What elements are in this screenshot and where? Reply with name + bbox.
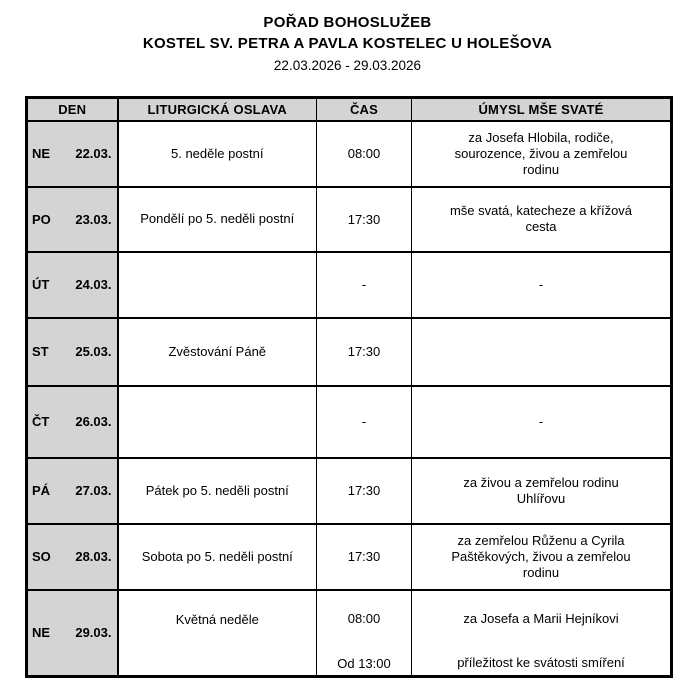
celebration-cell: Květná neděle xyxy=(118,590,317,677)
table-row xyxy=(27,386,672,458)
table-row xyxy=(27,252,672,318)
day-date: 27.03. xyxy=(75,483,112,498)
church-name: KOSTEL SV. PETRA A PAVLA KOSTELEC U HOLEŠOVA xyxy=(142,35,553,52)
intention-line: za živou a zemřelou rodinu xyxy=(463,474,619,490)
time-cell: 17:30 xyxy=(317,524,412,590)
day-cell xyxy=(27,524,118,590)
time-cell: 17:30 xyxy=(317,187,412,252)
time-cell: - xyxy=(317,252,412,318)
day-abbrev: ST xyxy=(32,344,49,359)
day-date: 29.03. xyxy=(75,625,112,641)
intention-cell xyxy=(412,121,672,187)
day-label xyxy=(28,146,117,161)
day-date: 28.03. xyxy=(75,549,112,564)
intention-line: Uhlířovu xyxy=(516,490,566,506)
intention-cell xyxy=(412,458,672,524)
day-cell xyxy=(27,252,118,318)
intention-cell xyxy=(412,524,672,590)
column-header-den: DEN xyxy=(27,98,118,121)
table-row xyxy=(27,318,672,386)
day-date: 26.03. xyxy=(75,414,112,429)
day-cell xyxy=(27,121,118,187)
day-label xyxy=(28,625,117,640)
intention-line: - xyxy=(538,276,544,292)
page-title: POŘAD BOHOSLUŽEB xyxy=(263,14,432,31)
day-abbrev: ÚT xyxy=(32,277,50,292)
day-cell xyxy=(27,318,118,386)
day-date: 22.03. xyxy=(75,146,112,161)
time-cell: 08:00 xyxy=(317,121,412,187)
time-entry: Od 13:00 xyxy=(337,655,391,671)
table-row xyxy=(27,524,672,590)
time-cell: - xyxy=(317,386,412,458)
day-label xyxy=(28,277,117,292)
date-range: 22.03.2026 - 29.03.2026 xyxy=(273,58,422,73)
day-date: 25.03. xyxy=(75,344,112,359)
column-header-umysl: ÚMYSL MŠE SVATÉ xyxy=(412,98,672,121)
intention-line: cesta xyxy=(525,219,557,234)
celebration-cell: Pátek po 5. neděli postní xyxy=(118,458,317,524)
day-abbrev: NE xyxy=(32,625,51,641)
time-entry: 08:00 xyxy=(347,610,381,626)
celebration-cell: Sobota po 5. neděli postní xyxy=(118,524,317,590)
intention-cell xyxy=(412,318,672,386)
day-label xyxy=(28,414,117,429)
header-row xyxy=(27,98,672,121)
intention-cell xyxy=(412,386,672,458)
day-cell xyxy=(27,386,118,458)
intention-line: za Josefa Hlobila, rodiče, xyxy=(468,129,614,145)
intention-line: - xyxy=(538,413,544,429)
intention-line: rodinu xyxy=(522,564,560,580)
celebration-cell: Pondělí po 5. neděli postní xyxy=(118,187,317,252)
intention-cell xyxy=(412,590,672,677)
day-label xyxy=(28,212,117,227)
intention-cell xyxy=(412,187,672,252)
celebration-cell xyxy=(118,252,317,318)
celebration-cell: 5. neděle postní xyxy=(118,121,317,187)
intention-entry: za Josefa a Marii Hejníkovi xyxy=(463,610,619,626)
celebration-cell xyxy=(118,386,317,458)
intention-line: Paštěkových, živou a zemřelou xyxy=(451,548,631,564)
table-row xyxy=(27,121,672,187)
intention-entry: příležitost ke svátosti smíření xyxy=(457,654,625,670)
day-cell xyxy=(27,590,118,677)
intention-cell xyxy=(412,252,672,318)
time-entries xyxy=(317,591,411,675)
table-row xyxy=(27,187,672,252)
document-header xyxy=(0,0,695,76)
day-label xyxy=(28,483,117,498)
intention-line: sourozence, živou a zemřelou xyxy=(454,145,628,161)
intention-line: rodinu xyxy=(522,161,560,177)
intention-line: za zemřelou Růženu a Cyrila xyxy=(457,532,625,548)
time-cell: 17:30 xyxy=(317,318,412,386)
day-abbrev: SO xyxy=(32,549,51,564)
day-label xyxy=(28,344,117,359)
day-abbrev: PO xyxy=(32,211,51,227)
schedule-table xyxy=(25,96,673,678)
day-abbrev: ČT xyxy=(32,414,50,429)
day-abbrev: PÁ xyxy=(32,483,51,498)
intention-entries xyxy=(412,591,670,675)
day-abbrev: NE xyxy=(32,146,51,161)
day-date: 24.03. xyxy=(75,277,112,292)
celebration-cell: Zvěstování Páně xyxy=(118,318,317,386)
table-row xyxy=(27,458,672,524)
day-cell xyxy=(27,187,118,252)
column-header-cas: ČAS xyxy=(317,98,412,121)
day-label xyxy=(28,549,117,564)
intention-line: mše svatá, katecheze a křížová xyxy=(449,203,633,218)
day-date: 23.03. xyxy=(75,211,112,227)
time-cell xyxy=(317,590,412,677)
table-row xyxy=(27,590,672,677)
time-cell: 17:30 xyxy=(317,458,412,524)
column-header-liturgicka-oslava: LITURGICKÁ OSLAVA xyxy=(118,98,317,121)
day-cell xyxy=(27,458,118,524)
